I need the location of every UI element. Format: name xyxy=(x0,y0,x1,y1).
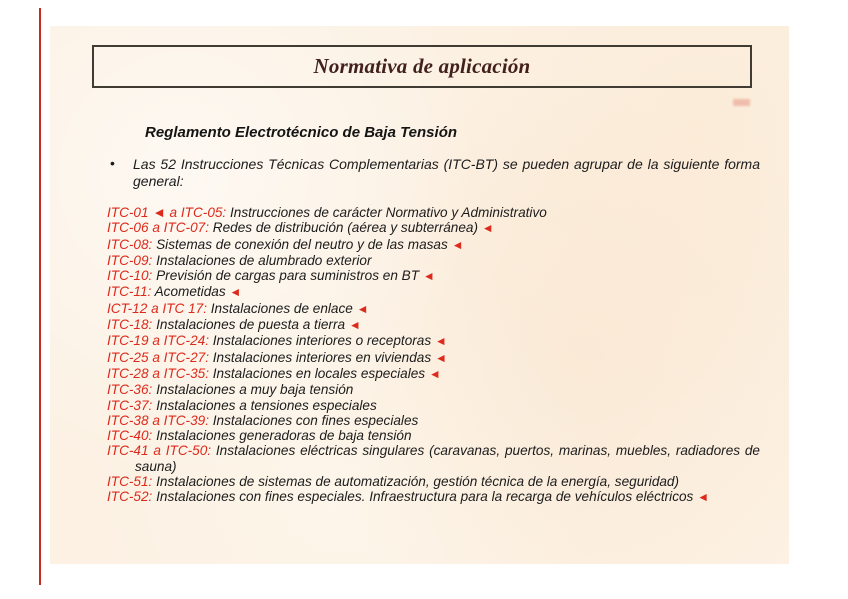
arrow-left-icon: ◄ xyxy=(428,366,441,381)
itc-description: Instalaciones a tensiones especiales xyxy=(156,397,377,413)
itc-code: ITC-06 a ITC-07: xyxy=(107,220,209,236)
itc-description: Instalaciones de puesta a tierra xyxy=(156,317,346,333)
arrow-left-icon: ◄ xyxy=(422,269,435,284)
itc-code: ITC-08: xyxy=(107,236,153,252)
itc-code: ITC-01 ◄ a ITC-05: xyxy=(107,205,227,220)
itc-description: Instalaciones eléctricas singulares (caravanas, puertos, marinas, muebles, radiadores de sauna) xyxy=(135,443,760,474)
arrow-left-icon: ◄ xyxy=(434,334,447,349)
itc-code: ITC-11: xyxy=(107,284,152,300)
intro-text: Las 52 Instrucciones Técnicas Complementarias (ITC-BT) se pueden agrupar de la siguiente forma general: xyxy=(133,156,760,189)
itc-description: Instalaciones interiores o receptoras xyxy=(212,333,432,349)
itc-list-item xyxy=(107,220,760,236)
left-accent-line xyxy=(39,8,41,585)
itc-description: Redes de distribución (aérea y subterránea) xyxy=(212,220,478,236)
itc-code: ITC-10: xyxy=(107,268,153,284)
itc-list-item xyxy=(107,237,760,253)
itc-description: Instalaciones con fines especiales xyxy=(212,412,419,428)
itc-list-item xyxy=(107,333,760,349)
itc-code: ITC-41 a ITC-50: xyxy=(107,443,212,459)
itc-description: Acometidas xyxy=(154,284,226,300)
itc-code: ITC-09: xyxy=(107,252,153,268)
itc-list-item xyxy=(107,428,760,443)
itc-description: Instalaciones de alumbrado exterior xyxy=(156,252,372,268)
itc-description: Previsión de cargas para suministros en BT xyxy=(156,268,420,284)
itc-description: Instalaciones generadoras de baja tensión xyxy=(156,428,412,444)
print-artifact xyxy=(733,99,750,106)
itc-description: Instalaciones a muy baja tensión xyxy=(156,382,354,398)
itc-description: Instalaciones interiores en viviendas xyxy=(212,349,432,365)
itc-list-item xyxy=(107,205,760,220)
arrow-left-icon: ◄ xyxy=(229,285,242,300)
itc-code: ITC-40: xyxy=(107,428,153,444)
itc-list-item xyxy=(107,413,760,428)
itc-code: ITC-51: xyxy=(107,474,153,490)
arrow-left-icon: ◄ xyxy=(348,318,361,333)
bullet-icon: • xyxy=(110,155,115,171)
itc-description: Instrucciones de carácter Normativo y Administrativo xyxy=(230,205,547,220)
itc-code: ITC-38 a ITC-39: xyxy=(107,412,209,428)
itc-code: ITC-25 a ITC-27: xyxy=(107,349,209,365)
title-frame xyxy=(92,45,752,88)
page-title: Normativa de aplicación xyxy=(313,54,531,78)
itc-list-item xyxy=(107,366,760,382)
itc-code: ITC-18: xyxy=(107,317,153,333)
itc-description: Instalaciones con fines especiales. Infraestructura para la recarga de vehículos eléctricos xyxy=(156,489,694,505)
itc-list-item xyxy=(107,268,760,284)
itc-list-item xyxy=(107,253,760,268)
arrow-left-icon: ◄ xyxy=(434,350,447,365)
itc-code: ITC-19 a ITC-24: xyxy=(107,333,209,349)
itc-description: Instalaciones de enlace xyxy=(210,300,353,316)
itc-description: Instalaciones de sistemas de automatización, gestión técnica de la energía, seguridad) xyxy=(156,474,680,490)
section-subtitle: Reglamento Electrotécnico de Baja Tensión xyxy=(145,124,458,141)
itc-description: Instalaciones en locales especiales xyxy=(212,365,426,381)
itc-code: ITC-36: xyxy=(107,382,153,398)
itc-list-item xyxy=(107,443,760,474)
itc-list-item xyxy=(107,317,760,333)
itc-code: ITC-37: xyxy=(107,397,153,413)
itc-list-item xyxy=(107,350,760,366)
intro-paragraph xyxy=(107,156,760,189)
arrow-left-icon: ◄ xyxy=(697,490,710,505)
itc-description: Sistemas de conexión del neutro y de las masas xyxy=(156,236,448,252)
itc-code: ITC-52: xyxy=(107,489,153,505)
itc-list-item xyxy=(107,382,760,397)
itc-list-item xyxy=(107,301,760,317)
arrow-left-icon: ◄ xyxy=(356,301,369,316)
itc-code: ITC-28 a ITC-35: xyxy=(107,365,209,381)
itc-list-item xyxy=(107,398,760,413)
slide-canvas xyxy=(50,26,789,564)
arrow-left-icon: ◄ xyxy=(451,237,464,252)
itc-list-item xyxy=(107,489,760,505)
arrow-left-icon: ◄ xyxy=(481,221,494,236)
itc-code: ICT-12 a ITC 17: xyxy=(107,300,207,316)
itc-list xyxy=(107,205,760,506)
itc-list-item xyxy=(107,284,760,300)
itc-list-item xyxy=(107,474,760,489)
